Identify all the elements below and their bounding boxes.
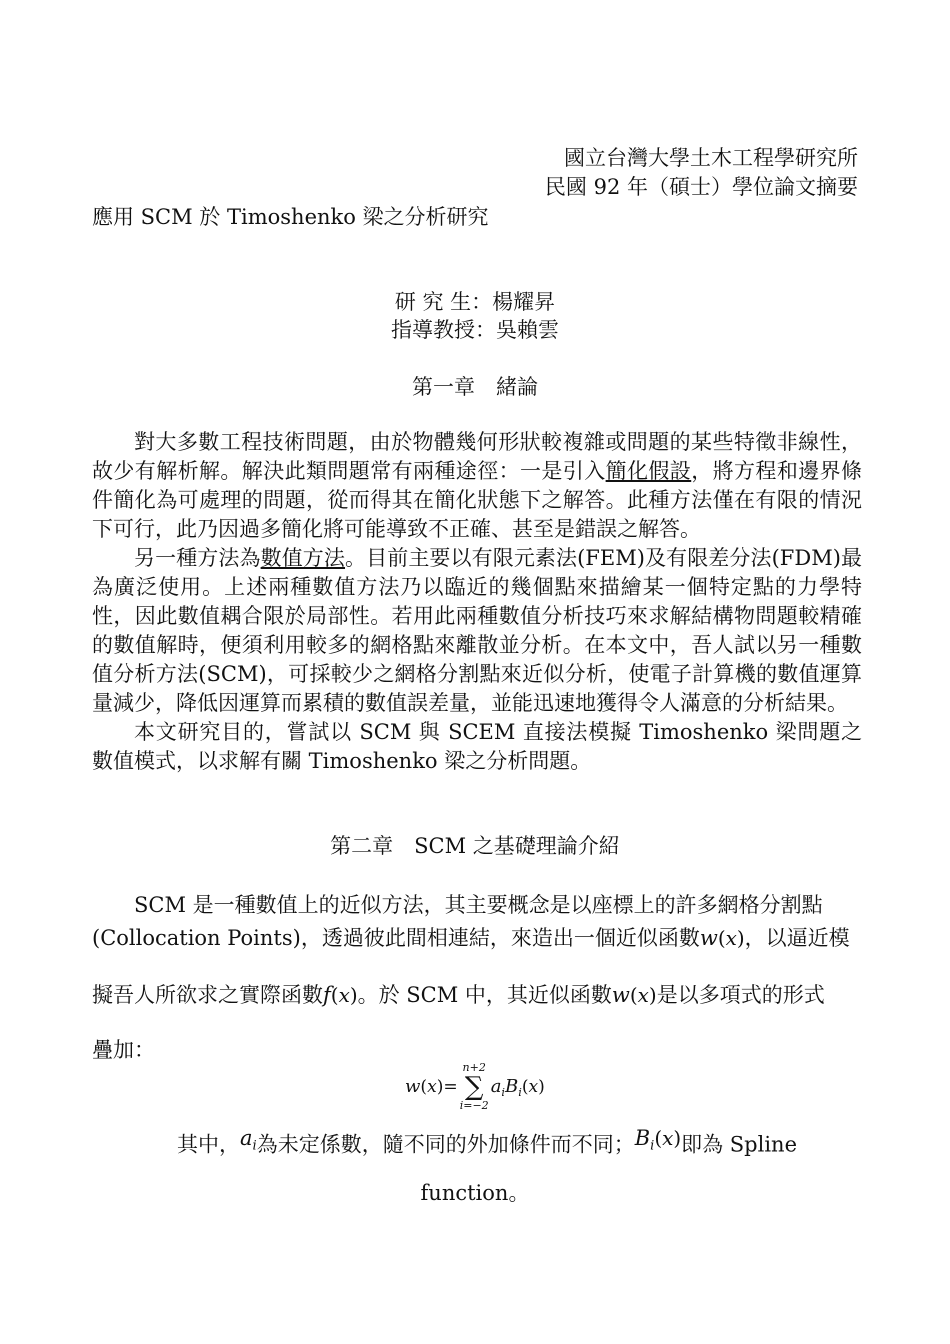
advisor-line: 指導教授：吳賴雲 bbox=[391, 318, 559, 342]
chapter1-paragraph-1 bbox=[92, 428, 862, 544]
where-text-c: 即為 Spline bbox=[681, 1132, 798, 1157]
chapter2-function-line: function。 bbox=[420, 1181, 530, 1205]
chapter2-line-1: SCM 是一種數值上的近似方法，其主要概念是以座標上的許多網格分割點 bbox=[134, 893, 823, 917]
chapter2-heading: 第二章 SCM 之基礎理論介紹 bbox=[330, 834, 620, 858]
a-i-symbol: $a_i$ bbox=[240, 1126, 257, 1154]
p2-text-b: 。目前主要以有限元素法(FEM)及有限差分法(FDM)最為廣泛使用。上述兩種數值方法乃以臨近的幾個點來描繪某一個特定點的力學特性，因此數值耦合限於局部性。若用此兩種數值分析技巧來求解結構物問題較精確的數值解時，便須利用較多的網格點來離散並分析。在本文中，吾人試以另一種數值分析方法(SCM)，可採較少之網格分割點來近似分析，使電子計算機的數值運算量減少，降低因運算而累積的數值誤差量，並能迅速地獲得令人滿意的分析結果。 bbox=[92, 546, 863, 715]
f-of-x-symbol: f(x) bbox=[323, 983, 358, 1007]
thesis-title: 應用 SCM 於 Timoshenko 梁之分析研究 bbox=[92, 205, 489, 229]
w-of-x-symbol-2: w(x) bbox=[611, 983, 657, 1007]
line2-text-a: (Collocation Points)，透過彼此間相連結，來造出一個近似函數 bbox=[92, 926, 700, 950]
line3-text-c: 是以多項式的形式 bbox=[656, 983, 825, 1007]
chapter2-line-2 bbox=[92, 922, 850, 952]
p2-underlined-term: 數值方法 bbox=[260, 546, 346, 570]
chapter2-where-line bbox=[177, 1126, 797, 1158]
degree-line: 民國 92 年（碩士）學位論文摘要 bbox=[544, 175, 858, 199]
student-line: 研 究 生：楊耀昇 bbox=[394, 290, 556, 314]
w-of-x-symbol: w(x) bbox=[699, 926, 745, 950]
chapter1-paragraph-2 bbox=[92, 544, 862, 718]
p1-underlined-term: 簡化假設 bbox=[605, 459, 692, 483]
chapter1-body bbox=[92, 428, 862, 776]
line3-text-a: 擬吾人所欲求之實際函數 bbox=[92, 983, 323, 1007]
line2-text-b: ，以逼近模 bbox=[744, 926, 850, 950]
p1-text-a: 對大多數工程技術問題，由於物體幾何形狀較複雜或問題的某些特徵非線性，故少有解析解。解決此類問題常有兩種途徑：一是引入 bbox=[92, 430, 862, 483]
spline-sum-formula: w(x)= n+2 ∑ i=−2 $a_iB_i(x)$ bbox=[405, 1061, 545, 1112]
where-text-a: 其中， bbox=[177, 1132, 240, 1157]
where-text-b: 為未定係數，隨不同的外加條件而不同； bbox=[256, 1132, 635, 1157]
institution-line: 國立台灣大學土木工程學研究所 bbox=[564, 146, 858, 170]
chapter2-line-4: 疊加： bbox=[92, 1038, 155, 1062]
chapter1-paragraph-3: 本文研究目的，嘗試以 SCM 與 SCEM 直接法模擬 Timoshenko 梁問題之數值模式，以求解有關 Timoshenko 梁之分析問題。 bbox=[92, 720, 862, 773]
b-i-of-x-symbol: $B_i(x)$ bbox=[634, 1126, 682, 1154]
summation-sign: n+2 ∑ i=−2 bbox=[459, 1061, 489, 1112]
p1-text-b: ，將方程和邊界條件簡化為可處理的問題，從而得其在簡化狀態下之解答。此種方法僅在有限的情況下可行，此乃因過多簡化將可能導致不正確、甚至是錯誤之解答。 bbox=[92, 459, 863, 541]
chapter1-heading: 第一章 緒論 bbox=[412, 375, 538, 399]
p2-text-a: 另一種方法為 bbox=[134, 546, 261, 570]
line3-text-b: 。於 SCM 中，其近似函數 bbox=[357, 983, 612, 1007]
chapter2-line-3 bbox=[92, 979, 825, 1009]
